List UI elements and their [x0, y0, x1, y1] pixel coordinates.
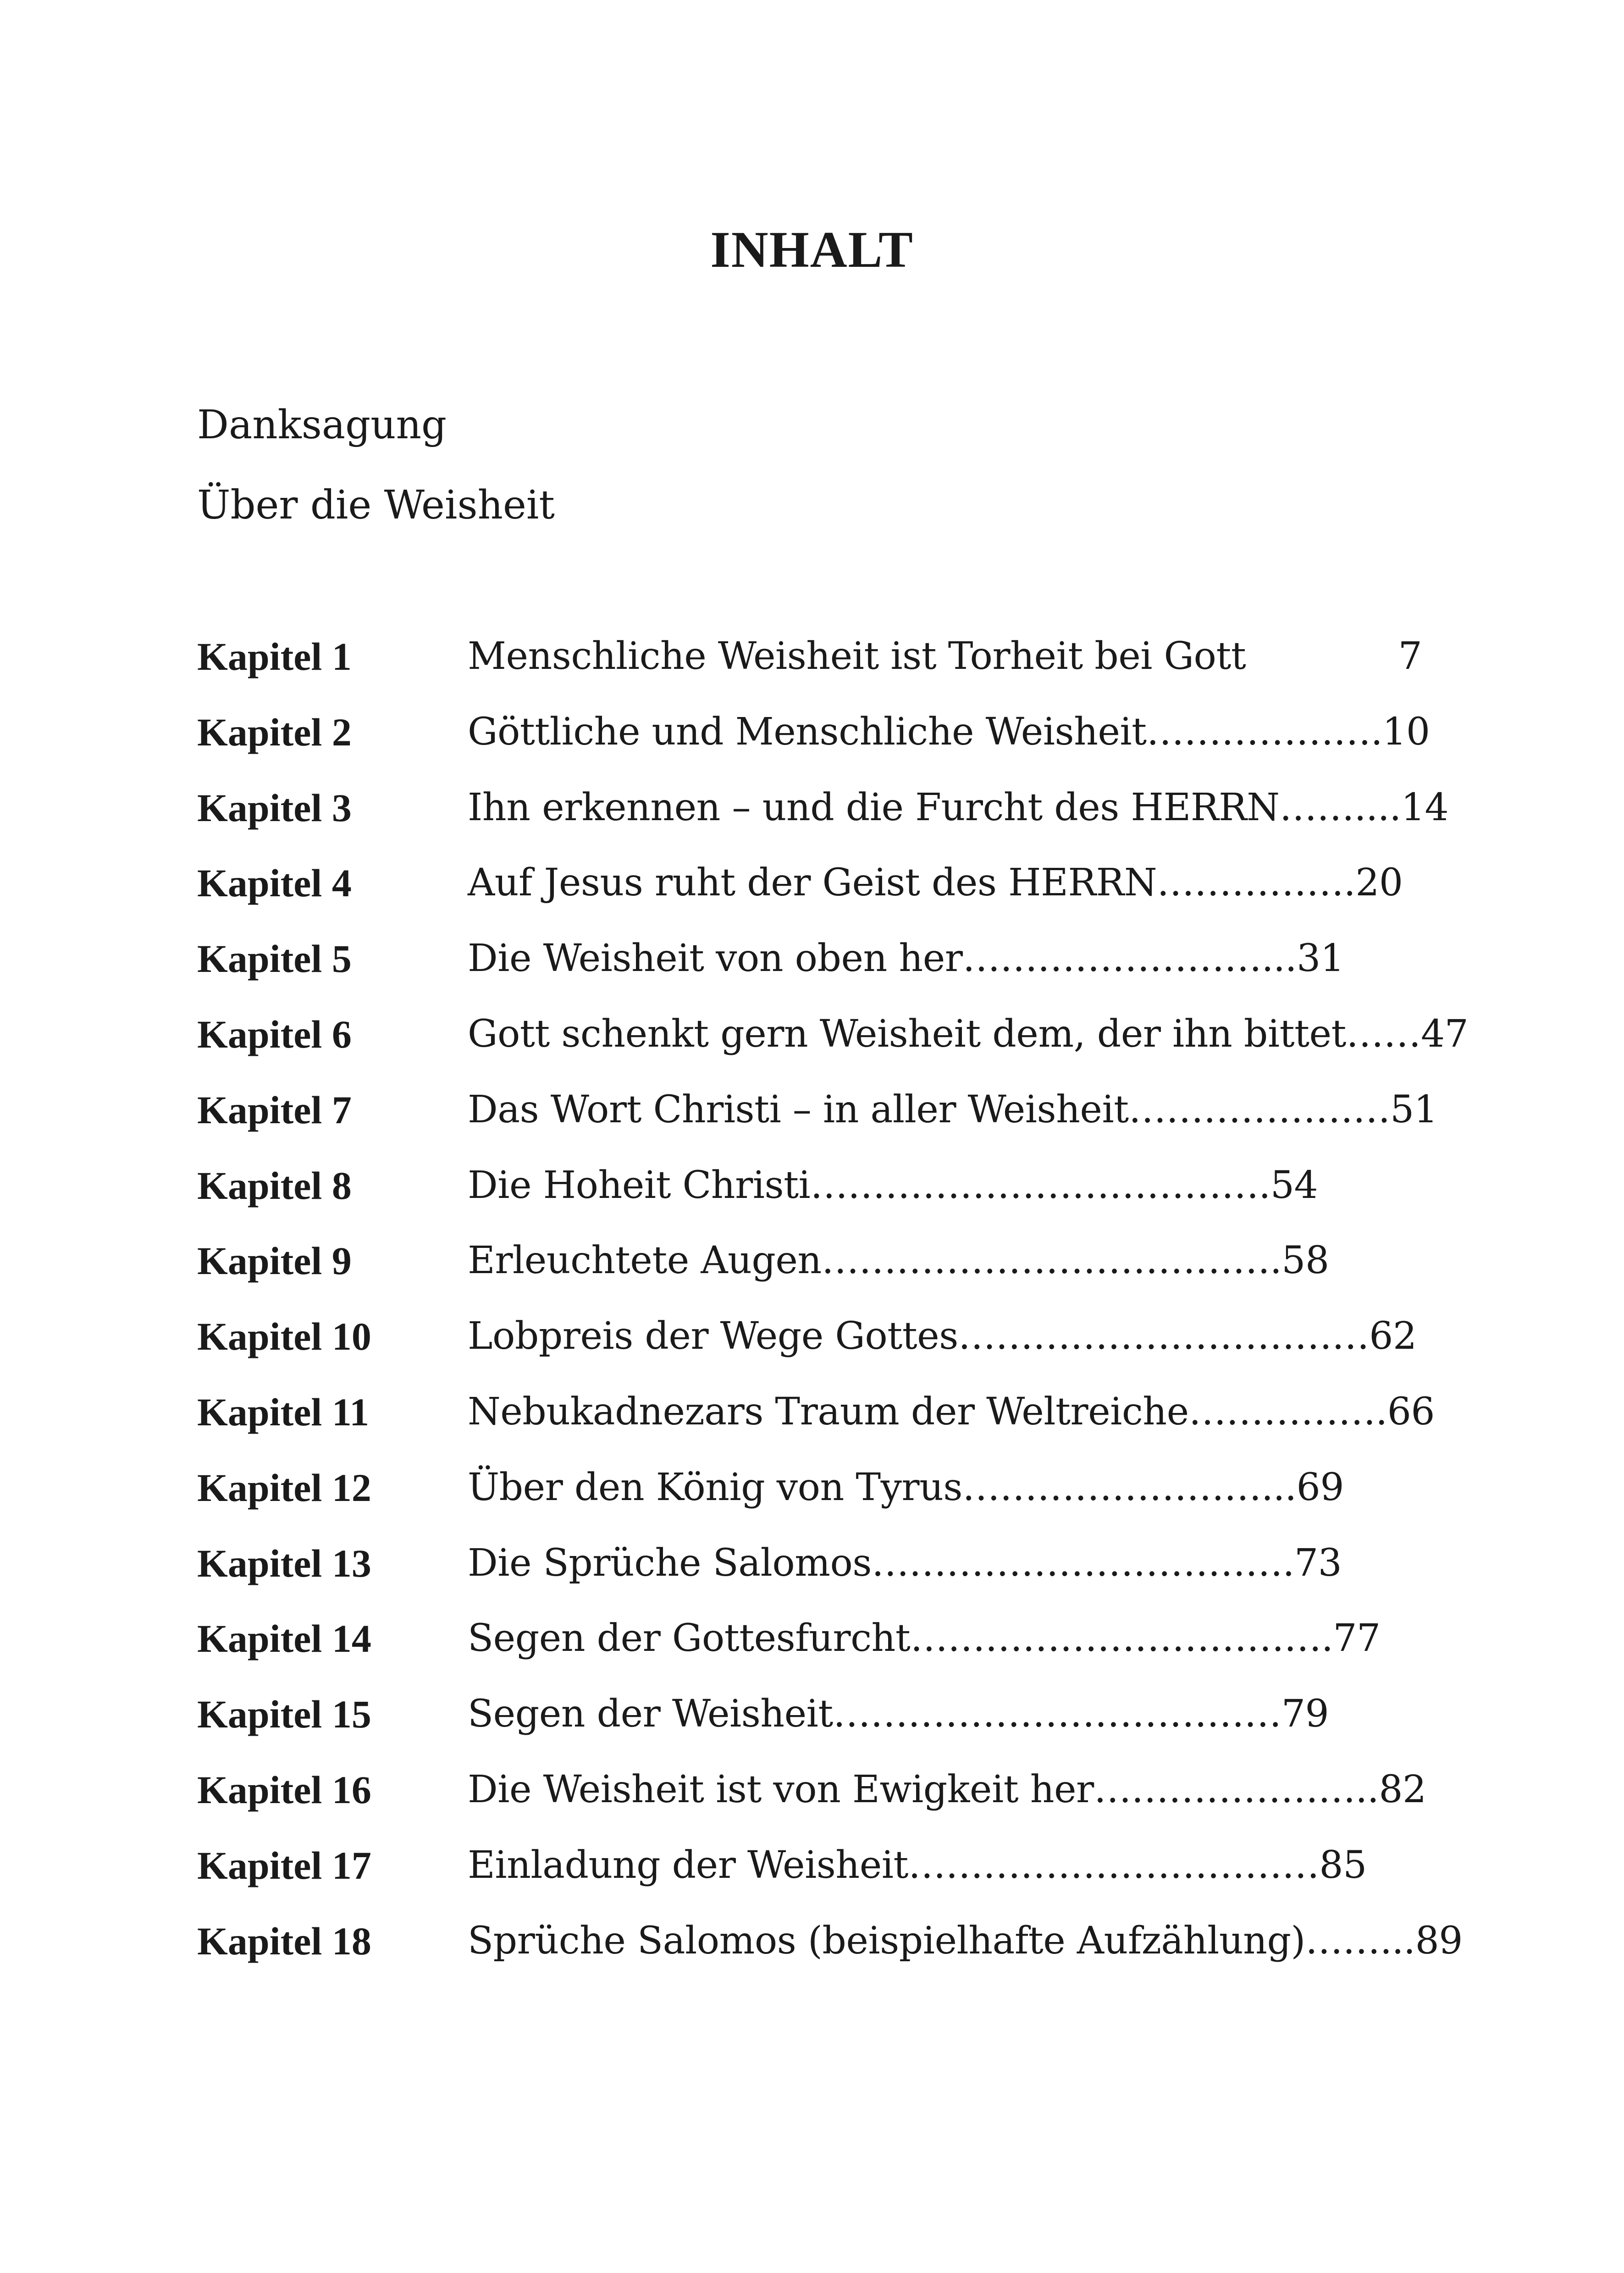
- toc-row-chapter-17[interactable]: [197, 1828, 1468, 1903]
- toc-row-chapter-7[interactable]: [197, 1072, 1468, 1148]
- chapter-title-with-page: Das Wort Christi – in aller Weisheit…………………51: [468, 1087, 1438, 1131]
- chapter-label: Kapitel 8: [197, 1163, 352, 1208]
- toc-row-chapter-5[interactable]: [197, 921, 1468, 997]
- chapter-title-with-page: Nebukadnezars Traum der Weltreiche…………….66: [468, 1390, 1435, 1434]
- chapter-title-with-page: Göttliche und Menschliche Weisheit……………….10: [468, 710, 1430, 754]
- chapter-label: Kapitel 16: [197, 1767, 371, 1812]
- chapter-title-with-page: Die Hoheit Christi……………………………….54: [468, 1163, 1318, 1207]
- toc-row-chapter-8[interactable]: [197, 1148, 1468, 1224]
- chapter-title-with-page: Menschliche Weisheit ist Torheit bei Gott 7: [468, 634, 1422, 678]
- toc-row-chapter-15[interactable]: [197, 1677, 1468, 1752]
- toc-row-chapter-9[interactable]: [197, 1223, 1468, 1299]
- chapter-title-with-page: Gott schenkt gern Weisheit dem, der ihn bittet……47: [468, 1012, 1469, 1056]
- chapter-label: Kapitel 5: [197, 937, 352, 981]
- chapter-title-with-page: Über den König von Tyrus……………………...69: [468, 1465, 1344, 1509]
- chapter-label: Kapitel 11: [197, 1390, 370, 1434]
- chapter-title-with-page: Segen der Gottesfurcht…………………………….77: [468, 1616, 1381, 1661]
- toc-row-chapter-2[interactable]: [197, 695, 1468, 770]
- chapter-title-with-page: Die Weisheit ist von Ewigkeit her…………………..82: [468, 1767, 1426, 1811]
- chapter-label: Kapitel 13: [197, 1541, 371, 1585]
- page-title: INHALT: [710, 221, 914, 278]
- chapter-label: Kapitel 6: [197, 1012, 352, 1056]
- chapter-title-with-page: Einladung der Weisheit……………………………85: [468, 1843, 1367, 1887]
- chapter-label: Kapitel 14: [197, 1616, 371, 1661]
- chapter-title-with-page: Auf Jesus ruht der Geist des HERRN…………….20: [468, 861, 1403, 905]
- chapter-title-with-page: Die Sprüche Salomos…………………………….73: [468, 1541, 1342, 1585]
- chapter-title-with-page: Erleuchtete Augen……………………………….58: [468, 1239, 1329, 1283]
- chapter-label: Kapitel 17: [197, 1843, 371, 1887]
- chapter-label: Kapitel 7: [197, 1087, 352, 1132]
- chapter-label: Kapitel 10: [197, 1314, 371, 1359]
- toc-row-chapter-3[interactable]: [197, 770, 1468, 846]
- toc-row-chapter-11[interactable]: [197, 1374, 1468, 1450]
- toc-row-chapter-4[interactable]: [197, 845, 1468, 921]
- table-of-contents: [197, 619, 1468, 1979]
- front-matter-list: [197, 385, 555, 546]
- toc-row-chapter-18[interactable]: [197, 1903, 1468, 1979]
- chapter-label: Kapitel 4: [197, 861, 352, 905]
- front-matter-item-danksagung[interactable]: Danksagung: [197, 402, 447, 448]
- toc-row-chapter-10[interactable]: [197, 1299, 1468, 1374]
- chapter-title-with-page: Sprüche Salomos (beispielhafte Aufzählung)……...89: [468, 1919, 1463, 1963]
- toc-row-chapter-16[interactable]: [197, 1752, 1468, 1828]
- toc-row-chapter-14[interactable]: [197, 1601, 1468, 1677]
- chapter-label: Kapitel 2: [197, 710, 352, 754]
- toc-row-chapter-6[interactable]: [197, 997, 1468, 1072]
- chapter-title-with-page: Die Weisheit von oben her……………………...31: [468, 937, 1344, 981]
- toc-row-chapter-12[interactable]: [197, 1450, 1468, 1526]
- chapter-title-with-page: Lobpreis der Wege Gottes……………………………62: [468, 1314, 1417, 1358]
- toc-row-chapter-13[interactable]: [197, 1526, 1468, 1601]
- chapter-title-with-page: Ihn erkennen – und die Furcht des HERRN……....14: [468, 785, 1449, 829]
- front-matter-item-ueber-die-weisheit[interactable]: Über die Weisheit: [197, 482, 555, 528]
- chapter-title-with-page: Segen der Weisheit………………………………79: [468, 1692, 1329, 1736]
- chapter-label: Kapitel 15: [197, 1692, 371, 1737]
- chapter-label: Kapitel 18: [197, 1919, 371, 1963]
- chapter-label: Kapitel 9: [197, 1239, 352, 1283]
- chapter-label: Kapitel 1: [197, 634, 352, 679]
- chapter-label: Kapitel 3: [197, 785, 352, 830]
- toc-row-chapter-1[interactable]: [197, 619, 1468, 695]
- chapter-label: Kapitel 12: [197, 1465, 371, 1510]
